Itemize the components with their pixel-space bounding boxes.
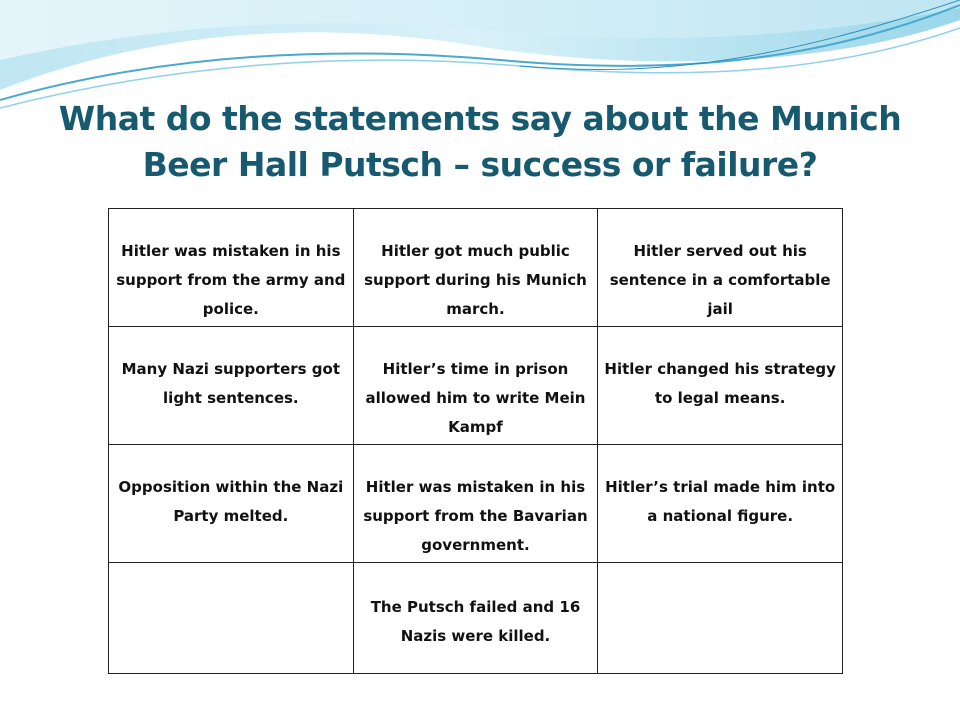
table-row bbox=[109, 327, 843, 445]
table-cell: The Putsch failed and 16 Nazis were killed. bbox=[353, 563, 598, 674]
table-cell-empty bbox=[598, 563, 843, 674]
table-cell: Many Nazi supporters got light sentences. bbox=[109, 327, 354, 445]
title-line-1: What do the statements say about the Munich bbox=[58, 99, 902, 138]
table-cell-empty bbox=[109, 563, 354, 674]
title-line-2: Beer Hall Putsch – success or failure? bbox=[142, 145, 818, 184]
table-cell: Hitler served out his sentence in a comfortable jail bbox=[598, 209, 843, 327]
table-cell: Hitler’s trial made him into a national figure. bbox=[598, 445, 843, 563]
table-row bbox=[109, 445, 843, 563]
table-row bbox=[109, 563, 843, 674]
table-cell: Hitler’s time in prison allowed him to write Mein Kampf bbox=[353, 327, 598, 445]
statements-table bbox=[108, 208, 843, 674]
table-cell: Hitler was mistaken in his support from the Bavarian government. bbox=[353, 445, 598, 563]
table-cell: Opposition within the Nazi Party melted. bbox=[109, 445, 354, 563]
table-cell: Hitler changed his strategy to legal means. bbox=[598, 327, 843, 445]
table-row bbox=[109, 209, 843, 327]
table-cell: Hitler got much public support during his Munich march. bbox=[353, 209, 598, 327]
table-cell: Hitler was mistaken in his support from the army and police. bbox=[109, 209, 354, 327]
slide-title bbox=[40, 96, 920, 188]
